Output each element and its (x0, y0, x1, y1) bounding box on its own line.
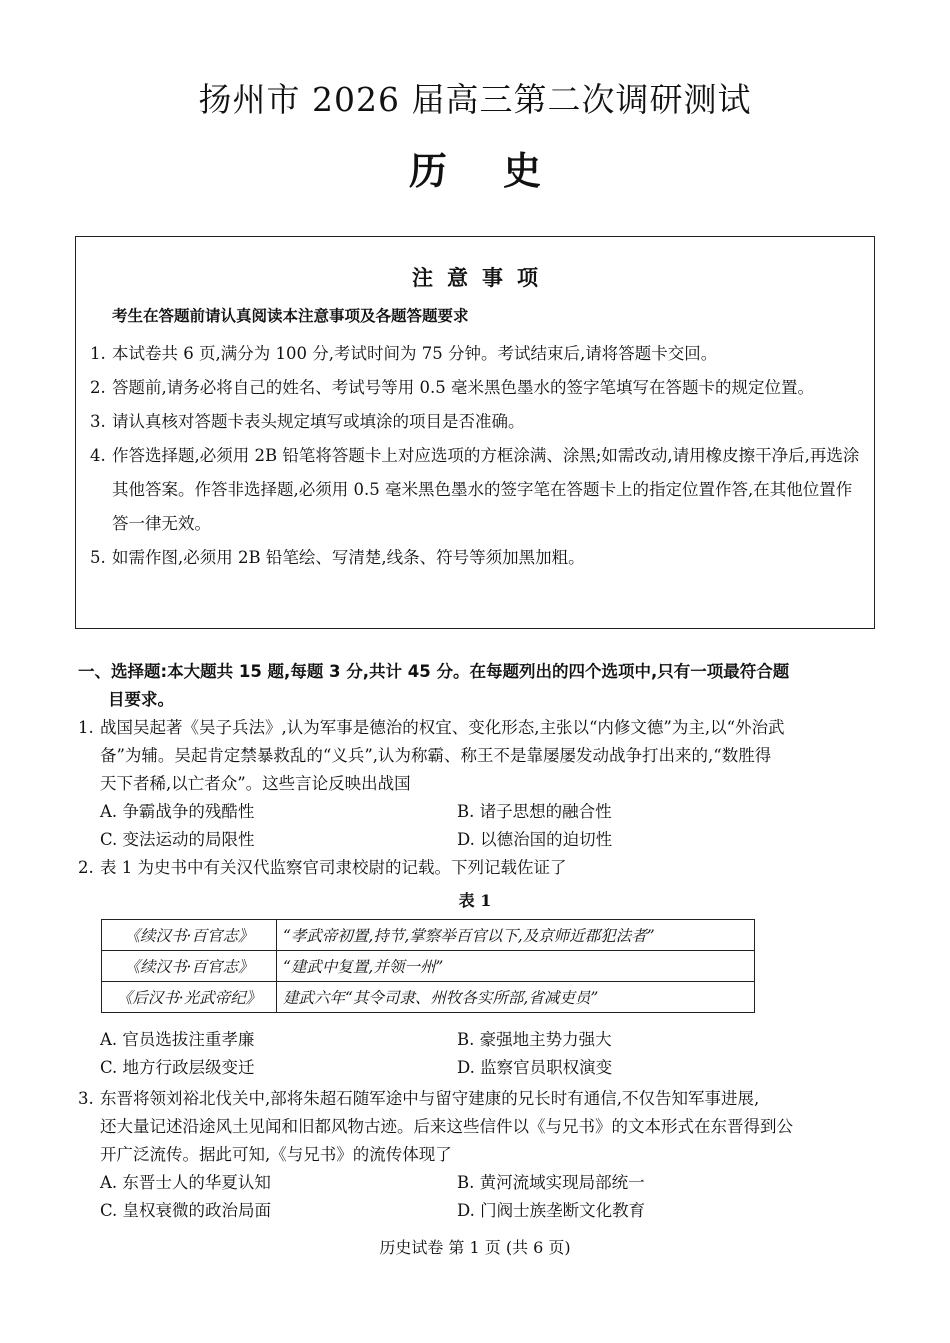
notice-item-text: 请认真核对答题卡表头规定填写或填涂的项目是否准确。 (112, 412, 525, 431)
notice-item-number: 5. (90, 548, 106, 567)
option-a[interactable]: A. 东晋士人的华夏认知 (100, 1173, 271, 1192)
options (78, 798, 878, 854)
table-row (102, 951, 755, 982)
question-stem-line: 东晋将领刘裕北伐关中,部将朱超石随军途中与留守建康的兄长时有通信,不仅告知军事进展, (100, 1089, 760, 1108)
option-d[interactable]: D. 监察官员职权演变 (457, 1058, 613, 1077)
question-stem-line: 开广泛流传。据此可知,《与兄书》的流传体现了 (100, 1145, 452, 1164)
option-c[interactable]: C. 变法运动的局限性 (100, 830, 255, 849)
question-stem-line: 还大量记述沿途风土见闻和旧都风物古迹。后来这些信件以《与兄书》的文本形式在东晋得到公 (100, 1117, 793, 1136)
question-2-options (78, 1026, 878, 1082)
notice-title: 注意事项 (412, 265, 552, 290)
table-row (102, 982, 755, 1013)
notice-item-number: 4. (90, 446, 106, 465)
option-c[interactable]: C. 地方行政层级变迁 (100, 1058, 255, 1077)
table-cell-source: 《续汉书·百官志》 (102, 920, 277, 951)
question-2 (78, 854, 878, 882)
question-stem-line: 备”为辅。吴起肯定禁暴救乱的“义兵”,认为称霸、称王不是靠屡屡发动战争打出来的,“数胜得 (100, 746, 772, 765)
question-stem-line: 表 1 为史书中有关汉代监察官司隶校尉的记载。下列记载佐证了 (100, 858, 567, 877)
notice-item-text: 本试卷共 6 页,满分为 100 分,考试时间为 75 分钟。考试结束后,请将答题卡交回。 (112, 344, 718, 363)
table-cell-content: “建武中复置,并领一州” (277, 951, 755, 982)
option-b[interactable]: B. 黄河流域实现局部统一 (457, 1173, 645, 1192)
notice-item (90, 337, 866, 371)
table-caption: 表 1 (458, 891, 492, 910)
section-heading-line: 目要求。 (108, 690, 174, 709)
notice-intro: 考生在答题前请认真阅读本注意事项及各题答题要求 (112, 307, 469, 325)
option-c[interactable]: C. 皇权衰微的政治局面 (100, 1201, 272, 1220)
table-cell-source: 《续汉书·百官志》 (102, 951, 277, 982)
question-1 (78, 714, 878, 854)
option-b[interactable]: B. 诸子思想的融合性 (457, 802, 612, 821)
question-stem-line: 战国吴起著《吴子兵法》,认为军事是德治的权宜、变化形态,主张以“内修文德”为主,以“外治武 (100, 718, 785, 737)
notice-item (90, 371, 866, 405)
notice-item-number: 3. (90, 412, 106, 431)
question-number: 3. (78, 1089, 94, 1108)
table-cell-content: 建武六年“其令司隶、州牧各实所部,省减吏员” (277, 982, 755, 1013)
question-3 (78, 1085, 878, 1225)
exam-title: 扬州市 2026 届高三第二次调研测试 (198, 80, 752, 119)
options (78, 1169, 878, 1225)
options (78, 1026, 878, 1082)
table-cell-content: “孝武帝初置,持节,掌察举百官以下,及京师近郡犯法者” (277, 920, 755, 951)
question-number: 2. (78, 858, 94, 877)
option-d[interactable]: D. 门阀士族垄断文化教育 (457, 1201, 646, 1220)
notice-item (90, 405, 866, 439)
section-heading (78, 658, 878, 714)
notice-item (90, 439, 866, 541)
notice-item-text: 作答选择题,必须用 2B 铅笔将答题卡上对应选项的方框涂满、涂黑;如需改动,请用橡皮擦干净后,再选涂其他答案。作答非选择题,必须用 0.5 毫米黑色墨水的签字笔在答题卡上的指定位置作答,在其他位置作答一律无效。 (112, 446, 860, 533)
option-b[interactable]: B. 豪强地主势力强大 (457, 1030, 612, 1049)
option-d[interactable]: D. 以德治国的迫切性 (457, 830, 613, 849)
question-number: 1. (78, 718, 94, 737)
question-stem-line: 天下者稀,以亡者众”。这些言论反映出战国 (100, 774, 411, 793)
notice-box (75, 236, 875, 629)
notice-item (90, 541, 866, 575)
record-table (101, 919, 755, 1013)
notice-item-number: 2. (90, 378, 106, 397)
table-cell-source: 《后汉书·光武帝纪》 (102, 982, 277, 1013)
option-a[interactable]: A. 官员选拔注重孝廉 (100, 1030, 255, 1049)
notice-item-text: 答题前,请务必将自己的姓名、考试号等用 0.5 毫米黑色墨水的签字笔填写在答题卡的规定位置。 (112, 378, 814, 397)
section-heading-line: 一、选择题:本大题共 15 题,每题 3 分,共计 45 分。在每题列出的四个选项中,只有一项最符合题 (78, 662, 790, 681)
notice-item-text: 如需作图,必须用 2B 铅笔绘、写清楚,线条、符号等须加黑加粗。 (112, 548, 585, 567)
subject-title: 历史 (408, 148, 597, 193)
page-footer: 历史试卷 第 1 页 (共 6 页) (379, 1238, 571, 1257)
option-a[interactable]: A. 争霸战争的残酷性 (100, 802, 255, 821)
table-row (102, 920, 755, 951)
notice-item-number: 1. (90, 344, 106, 363)
notice-list (90, 337, 866, 575)
